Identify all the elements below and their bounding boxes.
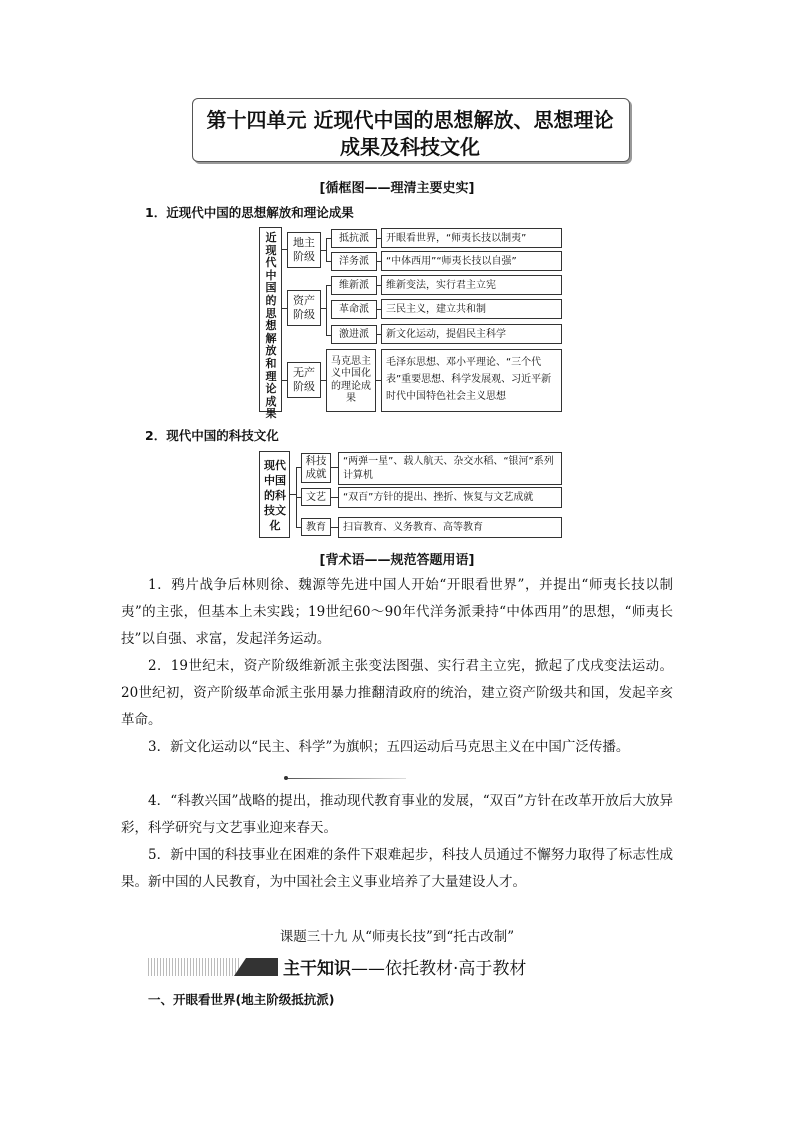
desc-marxism-text: 毛泽东思想、邓小平理论、“三个代表”重要思想、科学发展观、习近平新时代中国特色社会主义思想 xyxy=(386,357,552,402)
desc-sci-tech xyxy=(338,452,562,485)
banner xyxy=(283,954,526,979)
desc-education xyxy=(338,517,562,538)
class-landlord-label: 地主阶级 xyxy=(293,236,315,263)
desc-sci-tech-text: “两弹一星”、载人航天、杂交水稻、“银河”系列计算机 xyxy=(343,456,554,481)
class-proletariat-label: 无产阶级 xyxy=(293,366,315,393)
group-revolution xyxy=(331,300,377,319)
desc-reform xyxy=(381,275,562,295)
desc-westernization-text: “中体西用”“师夷长技以自强” xyxy=(386,255,517,267)
recite-item-4: 4．“科教兴国”战略的提出，推动现代教育事业的发展，“双百”方针在改革开放后大放异彩，科学研究与文艺事业迎来春天。 xyxy=(121,793,673,836)
section1-title: 1．近现代中国的思想解放和理论成果 xyxy=(145,205,354,220)
desc-arts xyxy=(338,487,562,508)
recite-item-2: 2．19世纪末，资产阶级维新派主张变法图强、实行君主立宪，掀起了戊戌变法运动。20世纪初，资产阶级革命派主张用暴力推翻清政府的统治，建立资产阶级共和国，发起辛亥革命。 xyxy=(121,658,673,728)
desc-reform-text: 维新变法，实行君主立宪 xyxy=(386,279,496,291)
class-landlord-box xyxy=(287,232,321,268)
diagram1-root-label: 近现代中国的思想解放和理论成果 xyxy=(265,231,277,421)
section2-title: 2．现代中国的科技文化 xyxy=(145,428,279,443)
item-sci-tech xyxy=(301,453,331,483)
recite-paragraphs-1 xyxy=(121,572,673,761)
banner-stripes xyxy=(148,958,240,976)
subsection-title: 一、开眼看世界(地主阶级抵抗派) xyxy=(148,992,335,1007)
group-radical-label: 激进派 xyxy=(339,329,369,340)
desc-westernization xyxy=(381,251,562,271)
class-proletariat-box xyxy=(287,362,321,398)
desc-marxism xyxy=(381,349,562,412)
item-arts-label: 文艺 xyxy=(306,491,326,503)
group-radical xyxy=(331,325,377,344)
group-reform-label: 维新派 xyxy=(339,280,369,291)
recite-heading: [背术语——规范答题用语] xyxy=(319,553,475,568)
group-reform xyxy=(331,276,377,295)
item-education-label: 教育 xyxy=(306,521,326,533)
recite-item-5: 5．新中国的科技事业在困难的条件下艰难起步，科技人员通过不懈努力取得了标志性成果。新中国的人民教育，为中国社会主义事业培养了大量建设人才。 xyxy=(121,847,673,890)
desc-resistance xyxy=(381,228,562,248)
lesson-title: 课题三十九 从“师夷长技”到“托古改制” xyxy=(279,929,515,945)
diagram1-root-box xyxy=(259,227,282,421)
desc-radical xyxy=(381,324,562,344)
group-revolution-label: 革命派 xyxy=(339,304,369,315)
banner-block xyxy=(234,958,278,976)
desc-education-text: 扫盲教育、义务教育、高等教育 xyxy=(343,522,483,533)
desc-revolution xyxy=(381,299,562,319)
banner-main: 主干知识 xyxy=(283,959,351,979)
desc-resistance-text: 开眼看世界，“师夷长技以制夷” xyxy=(386,232,527,244)
item-sci-tech-label: 科技成就 xyxy=(305,455,327,480)
group-resistance-label: 抵抗派 xyxy=(339,233,369,244)
diagram2-root-label: 现代中国的科技文化 xyxy=(264,459,286,532)
divider xyxy=(286,778,406,779)
group-resistance xyxy=(331,229,377,248)
group-westernization xyxy=(331,252,377,271)
recite-item-1: 1．鸦片战争后林则徐、魏源等先进中国人开始“开眼看世界”，并提出“师夷长技以制夷”的主张，但基本上未实践；19世纪60～90年代洋务派秉持“中体西用”的思想，“师夷长技”以自强、求富，发起洋务运动。 xyxy=(121,577,673,647)
group-westernization-label: 洋务派 xyxy=(339,256,369,267)
unit-title-line1: 第十四单元 近现代中国的思想解放、思想理论 xyxy=(206,108,614,132)
desc-arts-text: “双百”方针的提出、挫折、恢复与文艺成就 xyxy=(343,492,534,503)
item-arts xyxy=(301,488,331,506)
desc-revolution-text: 三民主义，建立共和制 xyxy=(386,303,486,315)
diagram2-root-box xyxy=(259,451,290,538)
item-education xyxy=(301,518,331,536)
desc-radical-text: 新文化运动，提倡民主科学 xyxy=(386,328,506,340)
banner-sub: ——依托教材·高于教材 xyxy=(351,959,527,979)
group-marxism xyxy=(326,349,376,412)
framework-heading: [循框图——理清主要史实] xyxy=(319,181,475,196)
group-marxism-label: 马克思主义中国化的理论成果 xyxy=(331,355,371,404)
class-bourgeois-label: 资产阶级 xyxy=(293,294,315,321)
divider-dot xyxy=(284,776,288,780)
recite-item-3: 3．新文化运动以“民主、科学”为旗帜；五四运动后马克思主义在中国广泛传播。 xyxy=(148,739,630,755)
unit-title-line2: 成果及科技文化 xyxy=(340,135,480,159)
recite-paragraphs-2 xyxy=(121,788,673,896)
class-bourgeois-box xyxy=(287,290,321,326)
